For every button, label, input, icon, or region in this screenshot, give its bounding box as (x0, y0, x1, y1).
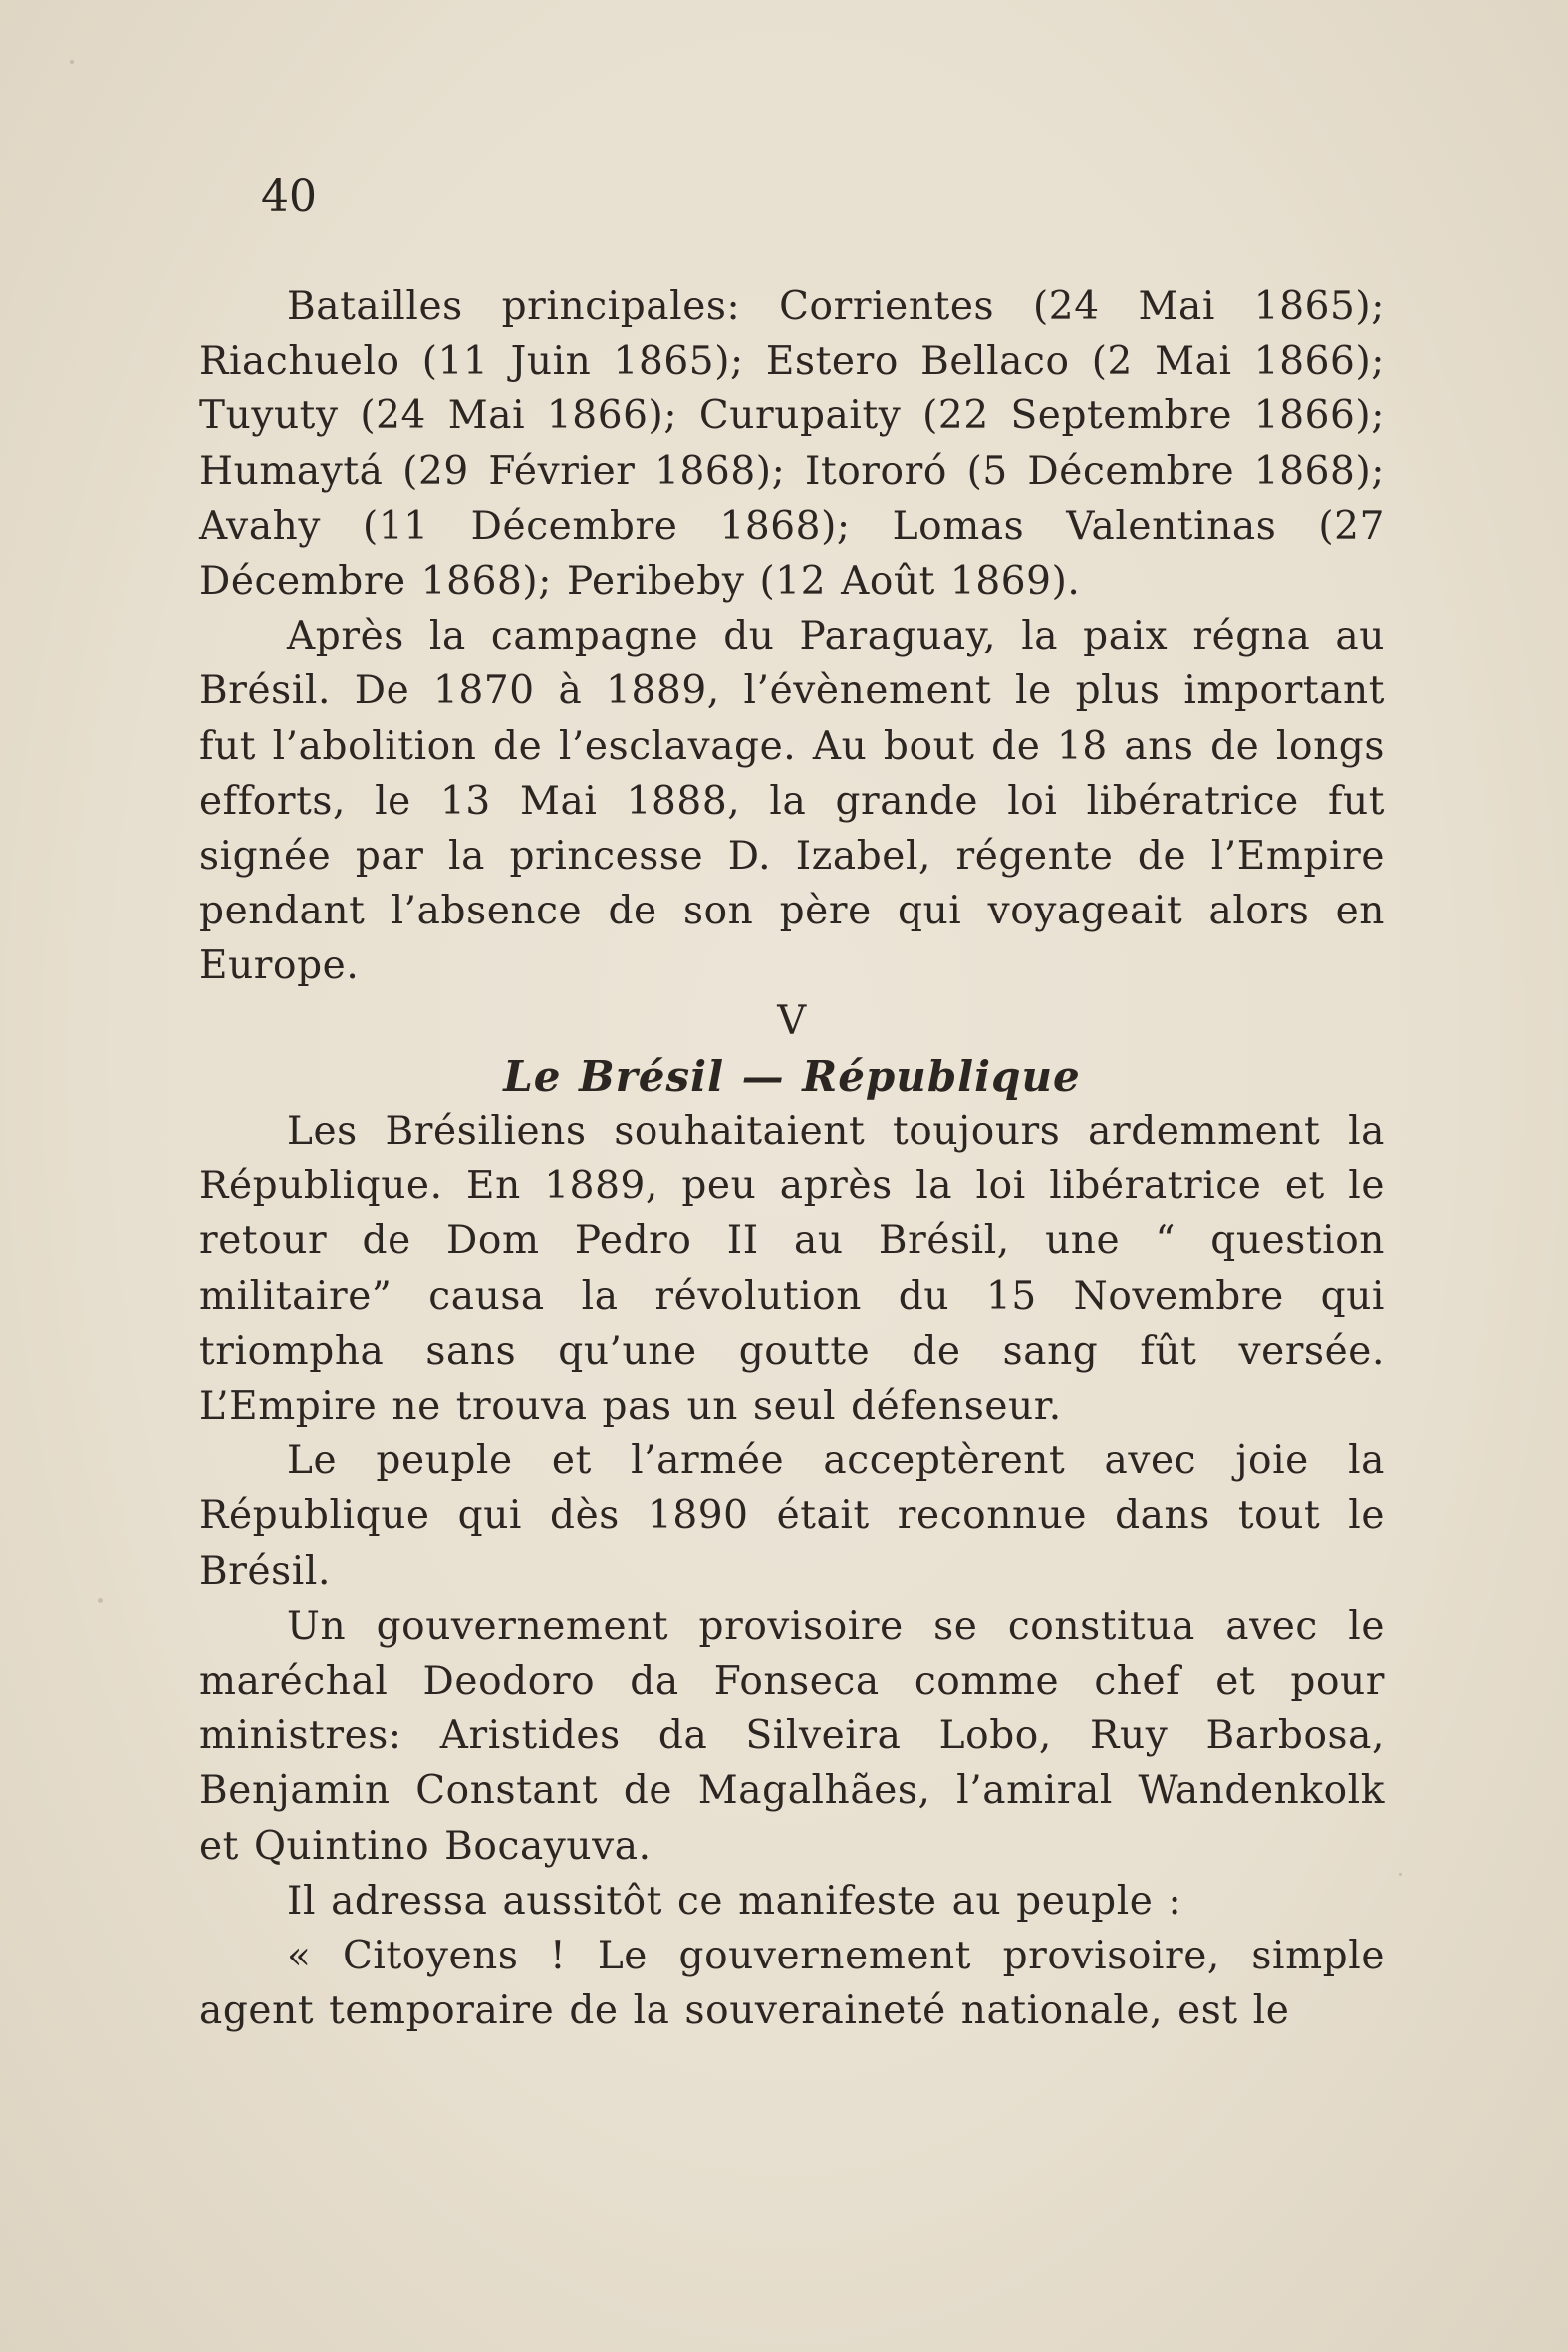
section-title: Le Brésil — République (503, 1051, 1081, 1101)
paragraph-abolition: Après la campagne du Paraguay, la paix régna au Brésil. De 1870 à 1889, l’évènement le plus important fut l’abolition de l’esclavage. Au bout de 18 ans de longs efforts, le 13 Mai 1888, la grande loi libératrice fut signée par la princesse D. Izabel, régente de l’Empire pendant l’absence de son père qui voyageait alors en Europe. (199, 614, 1385, 989)
paragraph-government: Un gouvernement provisoire se constitua avec le maréchal Deodoro da Fonseca comme chef et pour ministres: Aristides da Silveira Lobo, Ruy Barbosa, Benjamin Constant de Magalhães, l’amiral Wandenkolk et Quintino Bocayuva. (199, 1603, 1385, 1869)
page-body (199, 279, 1385, 2039)
paragraph-manifesto-intro: Il adressa aussitôt ce manifeste au peuple : (287, 1878, 1182, 1924)
paragraph-manifesto-start: « Citoyens ! Le gouvernement provisoire, simple agent temporaire de la souveraineté nationale, est le (199, 1934, 1385, 2034)
page-number: 40 (261, 171, 317, 222)
paragraph-battles: Batailles principales: Corrientes (24 Mai 1865); Riachuelo (11 Juin 1865); Estero Bellaco (2 Mai 1866); Tuyuty (24 Mai 1866); Curupaity (22 Septembre 1866); Humaytá (29 Février 1868); Itororó (5 Décembre 1868); Avahy (11 Décembre 1868); Lomas Valentinas (27 Décembre 1868); Peribeby (12 Août 1869). (199, 284, 1385, 605)
paper-speck (98, 1598, 103, 1603)
paper-speck (70, 60, 74, 64)
section-number: V (777, 997, 807, 1044)
paragraph-republic: Les Brésiliens souhaitaient toujours ardemment la République. En 1889, peu après la loi libératrice et le retour de Dom Pedro II au Brésil, une “ question militaire” causa la révolution du 15 Novembre qui triompha sans qu’une goutte de sang fût versée. L’Empire ne trouva pas un seul défenseur. (199, 1109, 1385, 1430)
paragraph-people-army: Le peuple et l’armée acceptèrent avec joie la République qui dès 1890 était reconnue dans tout le Brésil. (199, 1438, 1385, 1594)
paper-speck (1399, 1873, 1402, 1876)
